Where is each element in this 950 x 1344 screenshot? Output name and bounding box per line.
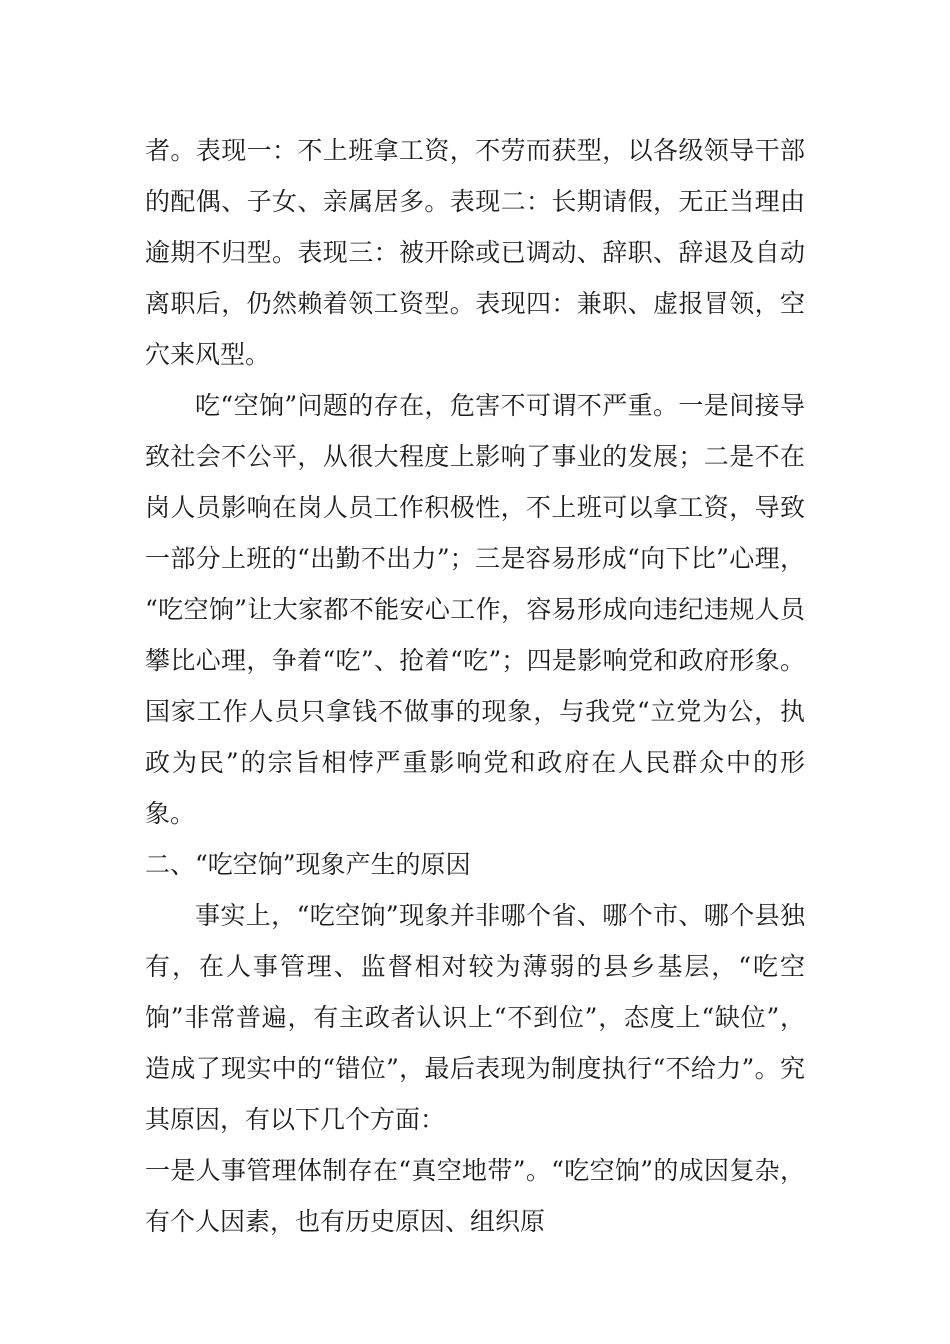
document-body bbox=[145, 125, 805, 1247]
paragraph-cause-one: 一是人事管理体制存在“真空地带”。“吃空饷”的成因复杂，有个人因素，也有历史原因、组织原 bbox=[145, 1156, 805, 1236]
paragraph-harms: 吃“空饷”问题的存在，危害不可谓不严重。一是间接导致社会不公平，从很大程度上影响了事业的发展；二是不在岗人员影响在岗人员工作积极性，不上班可以拿工资，导致一部分上班的“出勤不出力”；三是容易形成“向下比”心理， “吃空饷”让大家都不能安心工作，容易形成向违纪违规人员攀比心理，争着“吃”、抢着“吃”；四是影响党和政府形象。国家工作人员只拿钱不做事的现象，与我党“立党为公，执政为民”的宗旨相悖严重影响党和政府在人民群众中的形象。 bbox=[145, 391, 805, 828]
paragraph-causes-intro: 事实上，“吃空饷”现象并非哪个省、哪个市、哪个县独有，在人事管理、监督相对较为薄弱的县乡基层，“吃空饷”非常普遍，有主政者认识上“不到位”，态度上“缺位”，造成了现实中的“错位”，最后表现为制度执行“不给力”。究其原因，有以下几个方面： bbox=[145, 901, 805, 1134]
section-heading-causes: 二、“吃空饷”现象产生的原因 bbox=[145, 850, 471, 879]
paragraph-manifestations: 者。表现一：不上班拿工资，不劳而获型，以各级领导干部的配偶、子女、亲属居多。表现二：长期请假，无正当理由逾期不归型。表现三：被开除或已调动、辞职、辞退及自动离职后，仍然赖着领工资型。表现四：兼职、虚报冒领，空穴来风型。 bbox=[145, 136, 805, 369]
